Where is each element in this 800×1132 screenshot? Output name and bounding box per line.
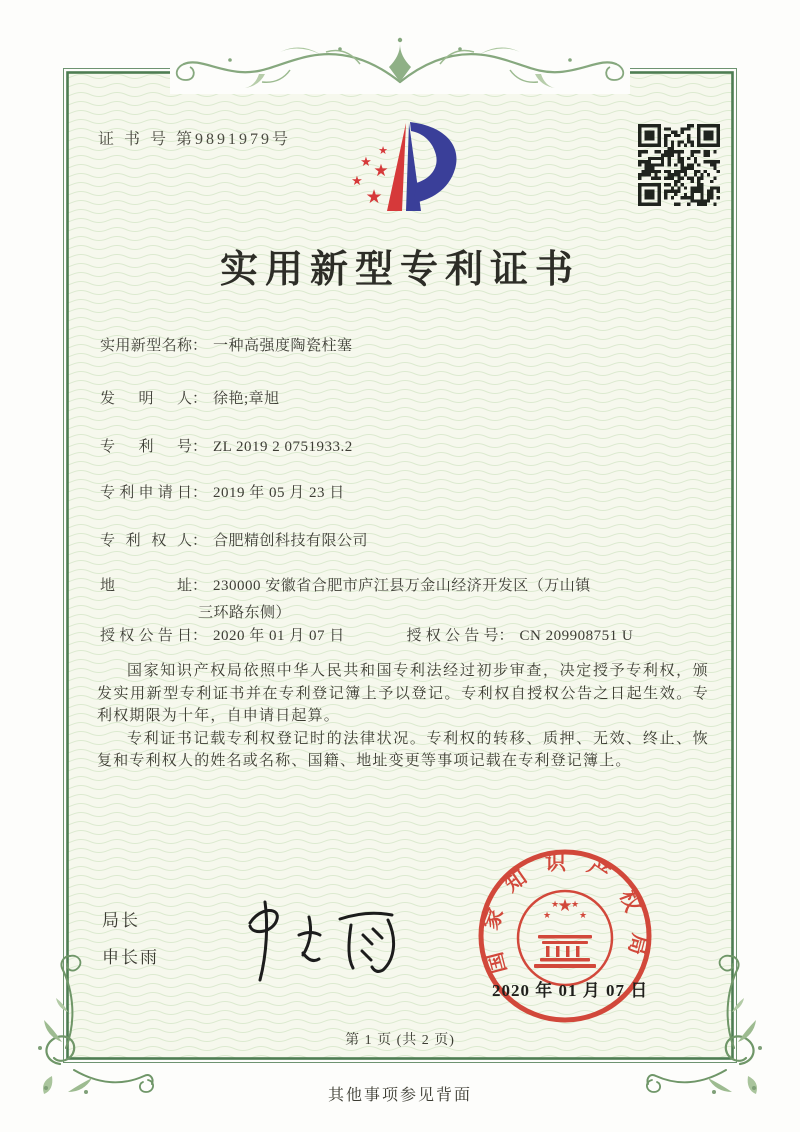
grant-no: CN 209908751 U	[519, 628, 634, 644]
svg-text:★: ★	[360, 155, 372, 170]
svg-text:★: ★	[542, 911, 552, 921]
field-row-filing-date: 专利申请日： 2019 年 05 月 23 日	[100, 485, 345, 501]
field-row-inventor: 发明人： 徐艳;章旭	[100, 391, 280, 407]
field-label: 专利权人	[100, 533, 192, 549]
legal-body-text	[97, 660, 709, 773]
svg-text:★: ★	[378, 144, 388, 157]
field-value: 合肥精创科技有限公司	[213, 533, 369, 549]
grant-date: 2020 年 01 月 07 日	[213, 628, 345, 644]
signer-title: 局长	[102, 911, 140, 930]
svg-text:★: ★	[557, 896, 573, 916]
seal-date: 2020 年 01 月 07 日	[492, 981, 649, 1000]
official-red-seal	[470, 841, 660, 1031]
field-row-grant: 授权公告日： 2020 年 01 月 07 日 授权公告号： CN 209908751 U	[100, 628, 634, 644]
body-paragraph-1: 国家知识产权局依照中华人民共和国专利法经过初步审查，决定授予专利权，颁发实用新型专利证书并在专利登记簿上予以登记。专利权自授权公告之日起生效。专利权期限为十年，自申请日起算。	[97, 663, 709, 724]
field-label: 发明人	[100, 391, 192, 407]
field-row-address: 地址： 230000 安徽省合肥市庐江县万金山经济开发区（万山镇 三环路东侧）	[100, 578, 591, 621]
national-emblem	[518, 891, 612, 985]
certificate-number: 证 书 号 第9891979号	[98, 131, 292, 148]
field-row-name: 实用新型名称： 一种高强度陶瓷柱塞	[100, 338, 353, 354]
svg-text:★: ★	[578, 911, 588, 921]
commissioner-signature	[222, 895, 422, 985]
field-value: 2019 年 05 月 23 日	[213, 485, 345, 501]
field-label: 授权公告号	[406, 628, 499, 644]
seal-ring-text: 国家知识产权局	[477, 850, 653, 977]
svg-text:★: ★	[351, 174, 363, 189]
field-group-grant-no: 授权公告号： CN 209908751 U	[406, 628, 634, 644]
field-value: 徐艳;章旭	[213, 391, 280, 407]
signer-name: 申长雨	[102, 948, 159, 967]
field-row-patent-no: 专利号： ZL 2019 2 0751933.2	[100, 439, 353, 455]
field-value-line2: 三环路东侧）	[198, 605, 292, 621]
field-value: 230000 安徽省合肥市庐江县万金山经济开发区（万山镇	[213, 578, 591, 594]
logo-stars	[351, 144, 388, 208]
field-label: 实用新型名称	[100, 338, 192, 354]
svg-text:★: ★	[570, 900, 580, 910]
page-number: 第 1 页 (共 2 页)	[345, 1033, 455, 1048]
certificate-title: 实用新型专利证书	[219, 249, 580, 291]
field-value: 一种高强度陶瓷柱塞	[213, 338, 353, 354]
svg-text:★: ★	[550, 900, 560, 910]
back-side-note: 其他事项参见背面	[327, 1087, 472, 1104]
field-label: 专利申请日	[100, 485, 192, 501]
svg-text:★: ★	[365, 186, 383, 208]
qr-code	[638, 124, 720, 206]
field-label: 专利号	[100, 439, 192, 455]
field-label: 地址	[100, 578, 192, 594]
field-label: 授权公告日	[100, 628, 192, 644]
cnipa-logo	[340, 115, 470, 220]
field-row-patentee: 专利权人： 合肥精创科技有限公司	[100, 533, 369, 549]
field-value: ZL 2019 2 0751933.2	[213, 439, 353, 455]
svg-text:★: ★	[373, 161, 389, 181]
top-ornament-band	[170, 38, 630, 94]
body-paragraph-2: 专利证书记载专利权登记时的法律状况。专利权的转移、质押、无效、终止、恢复和专利权人的姓名或名称、国籍、地址变更等事项记载在专利登记簿上。	[97, 730, 709, 769]
